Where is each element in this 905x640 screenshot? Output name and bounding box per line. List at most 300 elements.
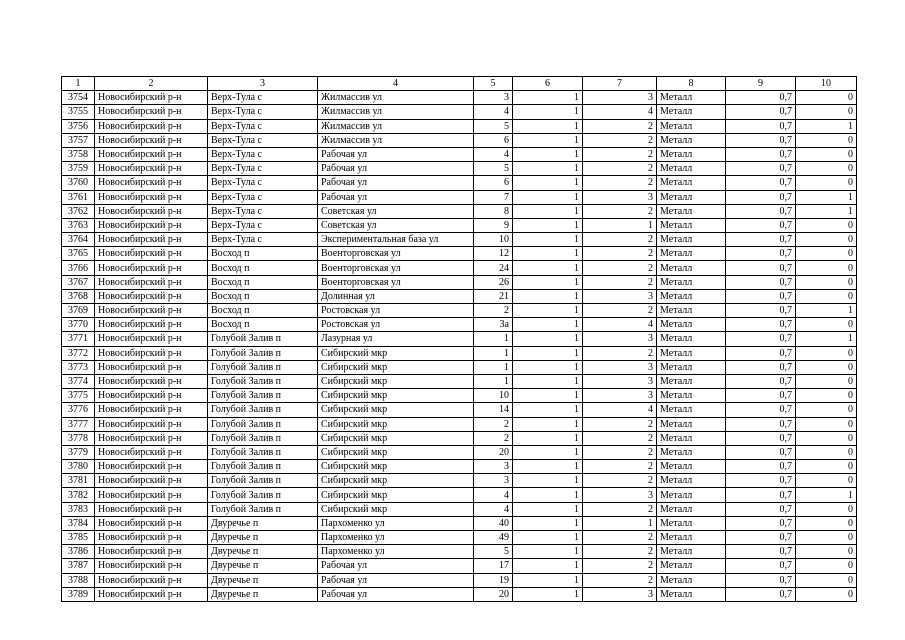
table-cell-col-3: Голубой Залив п xyxy=(208,346,318,360)
table-cell-col-5: 14 xyxy=(474,403,513,417)
table-cell-col-5: 17 xyxy=(474,559,513,573)
table-row xyxy=(62,318,857,332)
table-cell-col-9: 0,7 xyxy=(726,261,796,275)
table-cell-col-2: Новосибирский р-н xyxy=(95,233,208,247)
table-cell-col-1: 3787 xyxy=(62,559,95,573)
table-cell-col-8: Металл xyxy=(657,133,726,147)
table-cell-col-6: 1 xyxy=(513,204,583,218)
table-cell-col-3: Двуречье п xyxy=(208,587,318,601)
table-cell-col-4: Жилмассив ул xyxy=(318,105,474,119)
table-cell-col-6: 1 xyxy=(513,233,583,247)
table-cell-col-8: Металл xyxy=(657,147,726,161)
table-row xyxy=(62,176,857,190)
table-cell-col-5: 6 xyxy=(474,133,513,147)
table-cell-col-2: Новосибирский р-н xyxy=(95,275,208,289)
table-cell-col-1: 3756 xyxy=(62,119,95,133)
table-cell-col-5: 1 xyxy=(474,332,513,346)
table-cell-col-1: 3761 xyxy=(62,190,95,204)
table-cell-col-4: Сибирский мкр xyxy=(318,502,474,516)
table-cell-col-4: Сибирский мкр xyxy=(318,431,474,445)
table-row xyxy=(62,91,857,105)
table-row xyxy=(62,105,857,119)
table-cell-col-4: Советская ул xyxy=(318,204,474,218)
table-cell-col-8: Металл xyxy=(657,417,726,431)
table-cell-col-3: Восход п xyxy=(208,261,318,275)
table-cell-col-8: Металл xyxy=(657,275,726,289)
table-cell-col-2: Новосибирский р-н xyxy=(95,474,208,488)
table-cell-col-4: Рабочая ул xyxy=(318,162,474,176)
table-cell-col-4: Сибирский мкр xyxy=(318,403,474,417)
table-cell-col-3: Восход п xyxy=(208,289,318,303)
table-cell-col-6: 1 xyxy=(513,247,583,261)
table-cell-col-3: Голубой Залив п xyxy=(208,502,318,516)
table-cell-col-7: 1 xyxy=(583,516,657,530)
table-row xyxy=(62,531,857,545)
table-cell-col-7: 3 xyxy=(583,332,657,346)
table-cell-col-5: 4 xyxy=(474,488,513,502)
table-row xyxy=(62,474,857,488)
table-cell-col-4: Жилмассив ул xyxy=(318,133,474,147)
table-cell-col-8: Металл xyxy=(657,346,726,360)
table-cell-col-5: 1 xyxy=(474,346,513,360)
table-cell-col-9: 0,7 xyxy=(726,275,796,289)
table-cell-col-2: Новосибирский р-н xyxy=(95,417,208,431)
table-cell-col-2: Новосибирский р-н xyxy=(95,360,208,374)
table-cell-col-6: 1 xyxy=(513,417,583,431)
table-cell-col-5: 3а xyxy=(474,318,513,332)
table-cell-col-3: Восход п xyxy=(208,304,318,318)
column-header-7: 7 xyxy=(583,77,657,91)
table-cell-col-3: Голубой Залив п xyxy=(208,474,318,488)
table-row xyxy=(62,162,857,176)
table-cell-col-8: Металл xyxy=(657,119,726,133)
table-cell-col-2: Новосибирский р-н xyxy=(95,147,208,161)
table-cell-col-10: 0 xyxy=(796,233,857,247)
column-header-2: 2 xyxy=(95,77,208,91)
table-row xyxy=(62,289,857,303)
table-cell-col-2: Новосибирский р-н xyxy=(95,176,208,190)
table-cell-col-10: 0 xyxy=(796,403,857,417)
table-cell-col-8: Металл xyxy=(657,261,726,275)
table-cell-col-8: Металл xyxy=(657,573,726,587)
table-cell-col-3: Двуречье п xyxy=(208,559,318,573)
table-cell-col-2: Новосибирский р-н xyxy=(95,204,208,218)
table-cell-col-9: 0,7 xyxy=(726,389,796,403)
table-row xyxy=(62,502,857,516)
table-cell-col-10: 0 xyxy=(796,531,857,545)
table-cell-col-2: Новосибирский р-н xyxy=(95,261,208,275)
table-cell-col-1: 3772 xyxy=(62,346,95,360)
table-cell-col-1: 3754 xyxy=(62,91,95,105)
table-cell-col-1: 3788 xyxy=(62,573,95,587)
table-cell-col-5: 12 xyxy=(474,247,513,261)
table-cell-col-2: Новосибирский р-н xyxy=(95,304,208,318)
table-cell-col-7: 2 xyxy=(583,275,657,289)
column-header-5: 5 xyxy=(474,77,513,91)
table-cell-col-8: Металл xyxy=(657,516,726,530)
table-cell-col-2: Новосибирский р-н xyxy=(95,162,208,176)
table-cell-col-10: 0 xyxy=(796,502,857,516)
table-cell-col-5: 26 xyxy=(474,275,513,289)
table-cell-col-4: Сибирский мкр xyxy=(318,417,474,431)
table-cell-col-10: 1 xyxy=(796,488,857,502)
table-cell-col-7: 3 xyxy=(583,360,657,374)
table-cell-col-10: 1 xyxy=(796,204,857,218)
table-cell-col-7: 2 xyxy=(583,176,657,190)
table-cell-col-5: 6 xyxy=(474,176,513,190)
table-cell-col-10: 0 xyxy=(796,474,857,488)
table-cell-col-1: 3775 xyxy=(62,389,95,403)
table-cell-col-4: Военторговская ул xyxy=(318,275,474,289)
table-cell-col-10: 0 xyxy=(796,445,857,459)
table-cell-col-6: 1 xyxy=(513,162,583,176)
table-cell-col-1: 3777 xyxy=(62,417,95,431)
table-cell-col-4: Рабочая ул xyxy=(318,559,474,573)
table-cell-col-9: 0,7 xyxy=(726,502,796,516)
table-cell-col-9: 0,7 xyxy=(726,247,796,261)
table-cell-col-2: Новосибирский р-н xyxy=(95,431,208,445)
table-cell-col-5: 3 xyxy=(474,91,513,105)
table-cell-col-6: 1 xyxy=(513,587,583,601)
table-cell-col-9: 0,7 xyxy=(726,233,796,247)
table-cell-col-5: 5 xyxy=(474,119,513,133)
table-cell-col-10: 0 xyxy=(796,247,857,261)
table-cell-col-9: 0,7 xyxy=(726,105,796,119)
table-cell-col-3: Голубой Залив п xyxy=(208,417,318,431)
table-row xyxy=(62,389,857,403)
table-cell-col-5: 4 xyxy=(474,147,513,161)
table-row xyxy=(62,417,857,431)
table-cell-col-7: 2 xyxy=(583,162,657,176)
table-cell-col-8: Металл xyxy=(657,318,726,332)
table-cell-col-7: 3 xyxy=(583,389,657,403)
table-cell-col-3: Голубой Залив п xyxy=(208,332,318,346)
table-cell-col-9: 0,7 xyxy=(726,332,796,346)
table-cell-col-7: 3 xyxy=(583,289,657,303)
table-cell-col-3: Двуречье п xyxy=(208,516,318,530)
table-cell-col-1: 3773 xyxy=(62,360,95,374)
table-cell-col-5: 4 xyxy=(474,502,513,516)
table-cell-col-4: Рабочая ул xyxy=(318,587,474,601)
table-cell-col-2: Новосибирский р-н xyxy=(95,190,208,204)
table-cell-col-6: 1 xyxy=(513,474,583,488)
table-cell-col-9: 0,7 xyxy=(726,445,796,459)
table-cell-col-6: 1 xyxy=(513,445,583,459)
table-cell-col-4: Сибирский мкр xyxy=(318,389,474,403)
table-cell-col-8: Металл xyxy=(657,218,726,232)
table-cell-col-9: 0,7 xyxy=(726,119,796,133)
table-row xyxy=(62,573,857,587)
table-cell-col-9: 0,7 xyxy=(726,176,796,190)
table-cell-col-7: 2 xyxy=(583,304,657,318)
table-cell-col-4: Рабочая ул xyxy=(318,573,474,587)
table-cell-col-8: Металл xyxy=(657,304,726,318)
table-row xyxy=(62,147,857,161)
table-cell-col-4: Сибирский мкр xyxy=(318,374,474,388)
table-cell-col-7: 2 xyxy=(583,119,657,133)
table-cell-col-9: 0,7 xyxy=(726,360,796,374)
table-cell-col-8: Металл xyxy=(657,360,726,374)
table-cell-col-1: 3771 xyxy=(62,332,95,346)
table-row xyxy=(62,346,857,360)
table-cell-col-9: 0,7 xyxy=(726,488,796,502)
table-cell-col-6: 1 xyxy=(513,133,583,147)
table-cell-col-3: Голубой Залив п xyxy=(208,431,318,445)
table-cell-col-2: Новосибирский р-н xyxy=(95,133,208,147)
table-cell-col-4: Жилмассив ул xyxy=(318,91,474,105)
table-cell-col-4: Военторговская ул xyxy=(318,247,474,261)
table-cell-col-2: Новосибирский р-н xyxy=(95,460,208,474)
table-cell-col-8: Металл xyxy=(657,247,726,261)
table-cell-col-7: 3 xyxy=(583,374,657,388)
table-cell-col-5: 24 xyxy=(474,261,513,275)
table-cell-col-5: 2 xyxy=(474,304,513,318)
table-cell-col-5: 3 xyxy=(474,460,513,474)
table-cell-col-1: 3766 xyxy=(62,261,95,275)
table-cell-col-7: 2 xyxy=(583,431,657,445)
table-cell-col-2: Новосибирский р-н xyxy=(95,573,208,587)
table-cell-col-4: Пархоменко ул xyxy=(318,516,474,530)
table-cell-col-5: 2 xyxy=(474,431,513,445)
table-cell-col-2: Новосибирский р-н xyxy=(95,332,208,346)
table-cell-col-3: Верх-Тула с xyxy=(208,233,318,247)
table-cell-col-8: Металл xyxy=(657,488,726,502)
table-cell-col-4: Рабочая ул xyxy=(318,190,474,204)
table-cell-col-2: Новосибирский р-н xyxy=(95,318,208,332)
table-cell-col-3: Восход п xyxy=(208,247,318,261)
table-cell-col-6: 1 xyxy=(513,190,583,204)
table-cell-col-3: Голубой Залив п xyxy=(208,488,318,502)
table-cell-col-6: 1 xyxy=(513,460,583,474)
table-cell-col-8: Металл xyxy=(657,105,726,119)
table-cell-col-6: 1 xyxy=(513,176,583,190)
table-cell-col-10: 0 xyxy=(796,587,857,601)
table-cell-col-8: Металл xyxy=(657,460,726,474)
table-cell-col-9: 0,7 xyxy=(726,460,796,474)
column-header-6: 6 xyxy=(513,77,583,91)
table-cell-col-4: Ростовская ул xyxy=(318,304,474,318)
table-cell-col-2: Новосибирский р-н xyxy=(95,374,208,388)
table-cell-col-2: Новосибирский р-н xyxy=(95,218,208,232)
table-cell-col-4: Сибирский мкр xyxy=(318,346,474,360)
table-row xyxy=(62,488,857,502)
table-cell-col-1: 3755 xyxy=(62,105,95,119)
table-cell-col-1: 3767 xyxy=(62,275,95,289)
table-cell-col-5: 21 xyxy=(474,289,513,303)
table-cell-col-7: 3 xyxy=(583,488,657,502)
table-cell-col-2: Новосибирский р-н xyxy=(95,346,208,360)
table-cell-col-7: 2 xyxy=(583,502,657,516)
table-cell-col-5: 7 xyxy=(474,190,513,204)
table-cell-col-8: Металл xyxy=(657,374,726,388)
table-cell-col-1: 3789 xyxy=(62,587,95,601)
table-cell-col-3: Верх-Тула с xyxy=(208,119,318,133)
table-cell-col-1: 3770 xyxy=(62,318,95,332)
table-row xyxy=(62,332,857,346)
table-cell-col-1: 3764 xyxy=(62,233,95,247)
table-cell-col-1: 3765 xyxy=(62,247,95,261)
table-cell-col-9: 0,7 xyxy=(726,147,796,161)
table-cell-col-2: Новосибирский р-н xyxy=(95,559,208,573)
table-cell-col-1: 3760 xyxy=(62,176,95,190)
table-cell-col-10: 0 xyxy=(796,389,857,403)
table-cell-col-2: Новосибирский р-н xyxy=(95,91,208,105)
table-cell-col-9: 0,7 xyxy=(726,218,796,232)
table-cell-col-3: Верх-Тула с xyxy=(208,190,318,204)
table-cell-col-6: 1 xyxy=(513,105,583,119)
table-cell-col-3: Верх-Тула с xyxy=(208,105,318,119)
table-cell-col-2: Новосибирский р-н xyxy=(95,545,208,559)
table-cell-col-7: 3 xyxy=(583,91,657,105)
table-cell-col-5: 1 xyxy=(474,360,513,374)
table-cell-col-10: 0 xyxy=(796,374,857,388)
table-cell-col-10: 0 xyxy=(796,147,857,161)
table-cell-col-6: 1 xyxy=(513,318,583,332)
table-cell-col-2: Новосибирский р-н xyxy=(95,105,208,119)
table-cell-col-9: 0,7 xyxy=(726,190,796,204)
table-cell-col-9: 0,7 xyxy=(726,346,796,360)
table-cell-col-8: Металл xyxy=(657,91,726,105)
table-cell-col-3: Двуречье п xyxy=(208,573,318,587)
table-row xyxy=(62,545,857,559)
table-cell-col-5: 10 xyxy=(474,389,513,403)
table-cell-col-3: Двуречье п xyxy=(208,545,318,559)
table-cell-col-6: 1 xyxy=(513,488,583,502)
table-row xyxy=(62,190,857,204)
table-cell-col-9: 0,7 xyxy=(726,133,796,147)
table-cell-col-4: Рабочая ул xyxy=(318,147,474,161)
table-cell-col-10: 0 xyxy=(796,91,857,105)
table-cell-col-9: 0,7 xyxy=(726,587,796,601)
column-header-10: 10 xyxy=(796,77,857,91)
table-cell-col-5: 20 xyxy=(474,587,513,601)
column-header-1: 1 xyxy=(62,77,95,91)
table-cell-col-1: 3762 xyxy=(62,204,95,218)
table-cell-col-3: Верх-Тула с xyxy=(208,91,318,105)
table-cell-col-6: 1 xyxy=(513,502,583,516)
table-cell-col-8: Металл xyxy=(657,403,726,417)
table-cell-col-3: Восход п xyxy=(208,318,318,332)
table-cell-col-1: 3785 xyxy=(62,531,95,545)
table-cell-col-7: 2 xyxy=(583,545,657,559)
table-cell-col-5: 5 xyxy=(474,545,513,559)
table-cell-col-7: 2 xyxy=(583,247,657,261)
table-cell-col-5: 40 xyxy=(474,516,513,530)
table-cell-col-1: 3778 xyxy=(62,431,95,445)
table-cell-col-2: Новосибирский р-н xyxy=(95,488,208,502)
table-cell-col-9: 0,7 xyxy=(726,91,796,105)
table-row xyxy=(62,431,857,445)
table-cell-col-8: Металл xyxy=(657,233,726,247)
table-cell-col-5: 2 xyxy=(474,417,513,431)
table-cell-col-2: Новосибирский р-н xyxy=(95,445,208,459)
table-cell-col-8: Металл xyxy=(657,204,726,218)
table-cell-col-4: Пархоменко ул xyxy=(318,545,474,559)
table-cell-col-8: Металл xyxy=(657,162,726,176)
table-cell-col-7: 1 xyxy=(583,218,657,232)
table-cell-col-10: 0 xyxy=(796,133,857,147)
table-cell-col-6: 1 xyxy=(513,275,583,289)
table-cell-col-1: 3781 xyxy=(62,474,95,488)
table-cell-col-6: 1 xyxy=(513,559,583,573)
table-cell-col-6: 1 xyxy=(513,545,583,559)
table-cell-col-3: Верх-Тула с xyxy=(208,162,318,176)
table-cell-col-5: 19 xyxy=(474,573,513,587)
column-header-8: 8 xyxy=(657,77,726,91)
table-cell-col-10: 0 xyxy=(796,431,857,445)
table-cell-col-6: 1 xyxy=(513,360,583,374)
table-row xyxy=(62,218,857,232)
table-cell-col-7: 2 xyxy=(583,346,657,360)
table-cell-col-10: 1 xyxy=(796,332,857,346)
table-cell-col-8: Металл xyxy=(657,289,726,303)
table-cell-col-3: Верх-Тула с xyxy=(208,176,318,190)
table-cell-col-8: Металл xyxy=(657,445,726,459)
table-cell-col-5: 49 xyxy=(474,531,513,545)
table-cell-col-6: 1 xyxy=(513,304,583,318)
table-cell-col-10: 0 xyxy=(796,559,857,573)
table-cell-col-3: Голубой Залив п xyxy=(208,403,318,417)
table-cell-col-9: 0,7 xyxy=(726,289,796,303)
table-cell-col-6: 1 xyxy=(513,91,583,105)
table-row xyxy=(62,275,857,289)
table-cell-col-4: Пархоменко ул xyxy=(318,531,474,545)
table-cell-col-5: 3 xyxy=(474,474,513,488)
table-cell-col-4: Ростовская ул xyxy=(318,318,474,332)
table-cell-col-7: 4 xyxy=(583,105,657,119)
table-row xyxy=(62,460,857,474)
table-cell-col-10: 0 xyxy=(796,275,857,289)
table-cell-col-3: Голубой Залив п xyxy=(208,389,318,403)
table-cell-col-2: Новосибирский р-н xyxy=(95,502,208,516)
table-cell-col-9: 0,7 xyxy=(726,531,796,545)
table-cell-col-1: 3786 xyxy=(62,545,95,559)
table-cell-col-8: Металл xyxy=(657,389,726,403)
table-cell-col-7: 2 xyxy=(583,559,657,573)
table-cell-col-4: Советская ул xyxy=(318,218,474,232)
table-cell-col-5: 9 xyxy=(474,218,513,232)
table-cell-col-10: 0 xyxy=(796,289,857,303)
table-cell-col-8: Металл xyxy=(657,559,726,573)
table-cell-col-5: 5 xyxy=(474,162,513,176)
table-row xyxy=(62,261,857,275)
table-cell-col-4: Военторговская ул xyxy=(318,261,474,275)
table-row xyxy=(62,204,857,218)
table-cell-col-1: 3758 xyxy=(62,147,95,161)
table-cell-col-4: Рабочая ул xyxy=(318,176,474,190)
table-cell-col-10: 1 xyxy=(796,190,857,204)
table-cell-col-8: Металл xyxy=(657,531,726,545)
table-row xyxy=(62,587,857,601)
table-cell-col-5: 20 xyxy=(474,445,513,459)
table-cell-col-7: 4 xyxy=(583,318,657,332)
table-cell-col-5: 1 xyxy=(474,374,513,388)
table-cell-col-7: 2 xyxy=(583,133,657,147)
table-row xyxy=(62,445,857,459)
table-header-row xyxy=(62,77,857,91)
table-cell-col-4: Сибирский мкр xyxy=(318,445,474,459)
table-cell-col-9: 0,7 xyxy=(726,162,796,176)
table-cell-col-4: Сибирский мкр xyxy=(318,474,474,488)
table-cell-col-9: 0,7 xyxy=(726,516,796,530)
table-cell-col-2: Новосибирский р-н xyxy=(95,516,208,530)
table-cell-col-9: 0,7 xyxy=(726,431,796,445)
table-cell-col-2: Новосибирский р-н xyxy=(95,389,208,403)
column-header-3: 3 xyxy=(208,77,318,91)
table-cell-col-1: 3769 xyxy=(62,304,95,318)
table-cell-col-8: Металл xyxy=(657,545,726,559)
table-cell-col-8: Металл xyxy=(657,190,726,204)
